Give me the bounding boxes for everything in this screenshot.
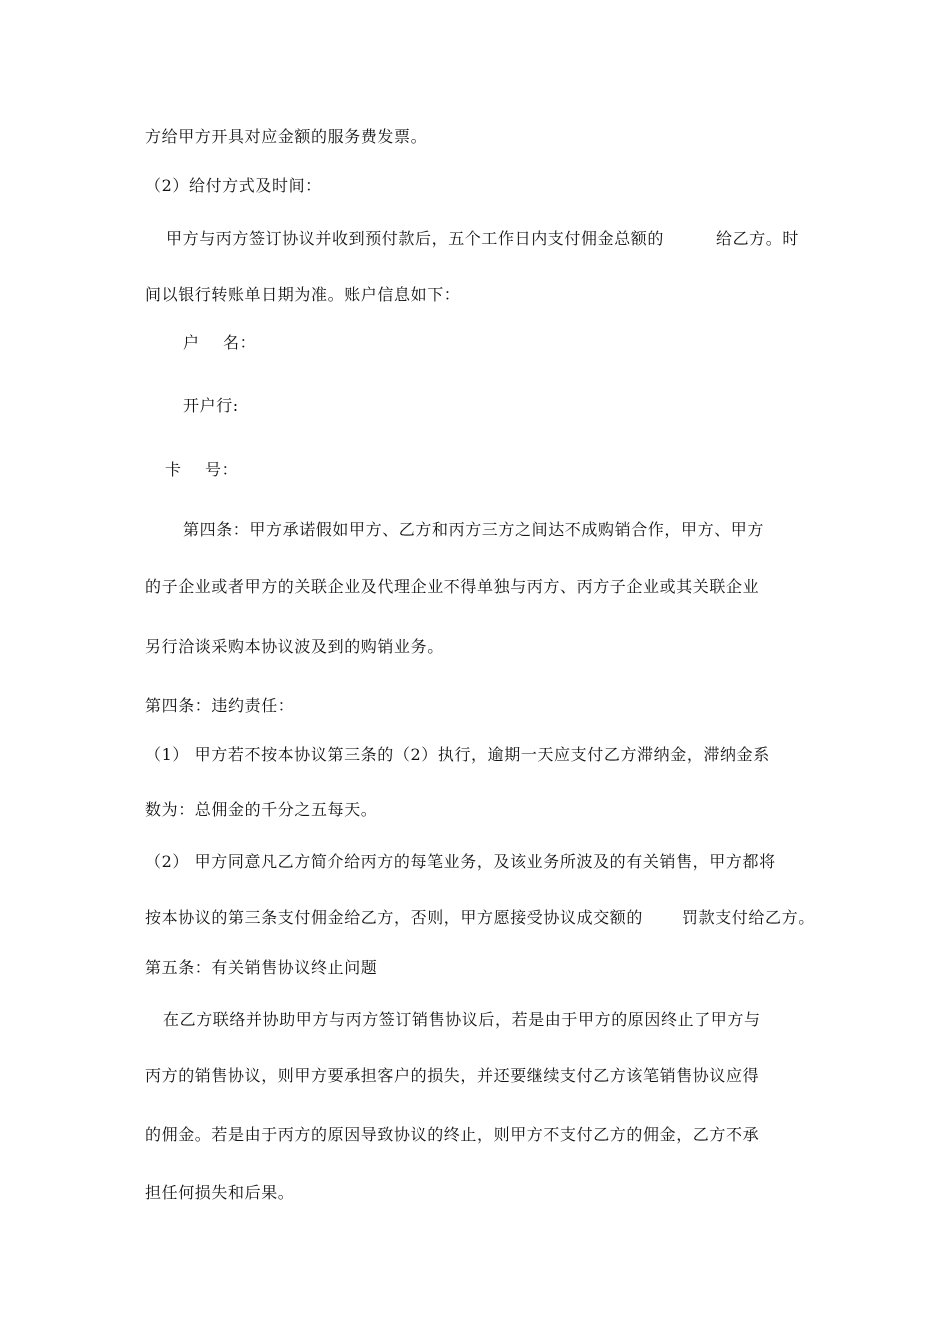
text-line-7: 另行洽谈采购本协议波及到的购销业务。 xyxy=(145,637,444,656)
text-line-3: 甲方与丙方签订协议并收到预付款后，五个工作日内支付佣金总额的 xyxy=(166,229,665,248)
text-line-5: 第四条：甲方承诺假如甲方、乙方和丙方三方之间达不成购销合作，甲方、甲方 xyxy=(183,520,765,539)
text-line-10: 的佣金。若是由于丙方的原因导致协议的终止，则甲方不支付乙方的佣金，乙方不承 xyxy=(145,1125,760,1144)
bank-label: 开户行: xyxy=(183,396,239,415)
account-name-label-part2: 名： xyxy=(223,333,257,352)
text-line-2: （2）给付方式及时间： xyxy=(145,176,322,195)
text-line-11: 担任何损失和后果。 xyxy=(145,1183,295,1202)
section-title-termination: 第五条：有关销售协议终止问题 xyxy=(145,958,378,977)
text-line-8: 在乙方联络并协助甲方与丙方签订销售协议后，若是由于甲方的原因终止了甲方与 xyxy=(163,1010,761,1029)
breach-item-2: （2） 甲方同意凡乙方简介给丙方的每笔业务，及该业务所波及的有关销售，甲方都将 xyxy=(145,852,776,871)
card-label-part1: 卡 xyxy=(165,460,182,479)
text-line-1: 方给甲方开具对应金额的服务费发票。 xyxy=(145,127,428,146)
card-label-part2: 号： xyxy=(205,460,239,479)
breach-item-2-cont-b: 罚款支付给乙方。 xyxy=(682,908,815,927)
breach-item-1-cont: 数为：总佣金的千分之五每天。 xyxy=(145,800,378,819)
text-line-4: 间以银行转账单日期为准。账户信息如下： xyxy=(145,285,461,304)
text-line-3b: 给乙方。时 xyxy=(716,229,800,248)
text-line-6: 的子企业或者甲方的关联企业及代理企业不得单独与丙方、丙方子企业或其关联企业 xyxy=(145,577,760,596)
text-line-9: 丙方的销售协议，则甲方要承担客户的损失，并还要继续支付乙方该笔销售协议应得 xyxy=(145,1066,760,1085)
breach-item-1: （1） 甲方若不按本协议第三条的（2）执行，逾期一天应支付乙方滞纳金，滞纳金系 xyxy=(145,745,770,764)
section-title-breach: 第四条：违约责任： xyxy=(145,696,295,715)
account-name-label-part1: 户 xyxy=(183,333,200,352)
breach-item-2-cont-a: 按本协议的第三条支付佣金给乙方，否则，甲方愿接受协议成交额的 xyxy=(145,908,644,927)
